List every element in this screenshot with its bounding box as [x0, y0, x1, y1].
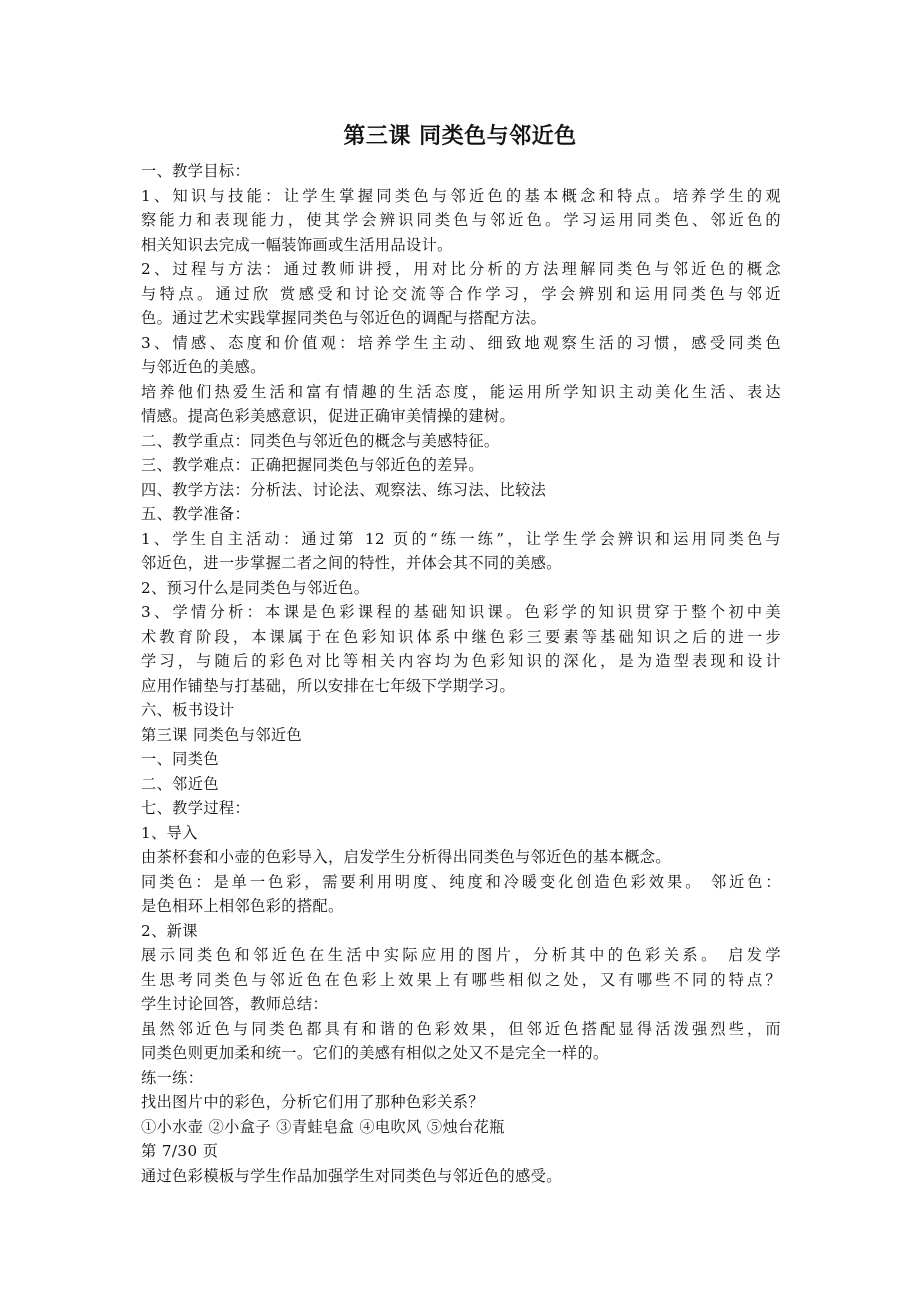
text-line: 练一练： [141, 1068, 204, 1087]
text-line: 相关知识去完成一幅装饰画或生活用品设计。 [141, 235, 453, 254]
text-line: 1、导入 [141, 823, 198, 842]
text-line: 学生讨论回答，教师总结： [141, 995, 329, 1013]
text-line: 二、教学重点：同类色与邻近色的概念与美感特征。 [141, 431, 500, 450]
text-line: 四、教学方法：分析法、讨论法、观察法、练习法、比较法 [141, 480, 547, 499]
text-line: 与邻近色的美感。 [141, 358, 266, 376]
text-line: 1、知识与技能：让学生掌握同类色与邻近色的基本概念和特点。培养学生的观 [141, 186, 781, 205]
text-line: 七、教学过程： [141, 799, 251, 817]
text-line: 邻近色，进一步掌握二者之间的特性，并体会其不同的美感。 [141, 554, 562, 572]
text-line: 情感。提高色彩美感意识，促进正确审美情操的建树。 [141, 407, 516, 425]
text-line: 色。通过艺术实践掌握同类色与邻近色的调配与搭配方法。 [141, 309, 547, 327]
lesson-body [141, 159, 781, 1188]
text-line: 找出图片中的彩色，分析它们用了那种色彩关系？ [141, 1093, 484, 1111]
text-line: 由茶杯套和小壶的色彩导入，启发学生分析得出同类色与邻近色的基本概念。 [141, 848, 671, 866]
text-line: 术教育阶段，本课属于在色彩知识体系中继色彩三要素等基础知识之后的进一步 [141, 627, 781, 646]
text-line: 3、情感、态度和价值观：培养学生主动、细致地观察生活的习惯，感受同类色 [141, 333, 781, 352]
text-line: 展示同类色和邻近色在生活中实际应用的图片，分析其中的色彩关系。 启发学 [141, 946, 781, 964]
text-line: 二、邻近色 [141, 774, 219, 793]
text-line: 察能力和表现能力，使其学会辨识同类色与邻近色。学习运用同类色、邻近色的 [141, 211, 781, 229]
text-line: 一、教学目标： [141, 162, 251, 180]
text-line: 是色相环上相邻色彩的搭配。 [141, 897, 344, 915]
text-line: 第 7/30 页 [141, 1142, 219, 1160]
text-line: 2、预习什么是同类色与邻近色。 [141, 578, 370, 597]
text-line: 2、过程与方法：通过教师讲授，用对比分析的方法理解同类色与邻近色的概念 [141, 260, 781, 278]
text-line: 虽然邻近色与同类色都具有和谐的色彩效果，但邻近色搭配显得活泼强烈些，而 [141, 1019, 781, 1038]
text-line: 应用作铺垫与打基础，所以安排在七年级下学期学习。 [141, 676, 516, 695]
text-line: 五、教学准备： [141, 505, 251, 523]
text-line: ①小水壶 ②小盒子 ③青蛙皂盒 ④电吹风 ⑤烛台花瓶 [141, 1117, 505, 1136]
text-line: 培养他们热爱生活和富有情趣的生活态度，能运用所学知识主动美化生活、表达 [141, 382, 781, 401]
text-line: 第三课 同类色与邻近色 [141, 725, 303, 744]
text-line: 六、板书设计 [141, 701, 235, 719]
text-line: 三、教学难点：正确把握同类色与邻近色的差异。 [141, 456, 484, 474]
text-line: 学习，与随后的彩色对比等相关内容均为色彩知识的深化，是为造型表现和设计 [141, 652, 781, 670]
text-line: 同类色：是单一色彩，需要利用明度、纯度和冷暖变化创造色彩效果。 邻近色： [141, 872, 781, 891]
text-line: 1、学生自主活动：通过第 12 页的“练一练”，让学生学会辨识和运用同类色与 [141, 529, 781, 548]
text-line: 一、同类色 [141, 750, 219, 768]
text-line: 2、新课 [141, 921, 198, 940]
lesson-title: 第三课 同类色与邻近色 [343, 124, 577, 149]
text-line: 同类色则更加柔和统一。它们的美感有相似之处又不是完全一样的。 [141, 1044, 609, 1062]
text-line: 与特点。通过欣 赏感受和讨论交流等合作学习，学会辨别和运用同类色与邻近 [141, 284, 781, 303]
text-line: 通过色彩模板与学生作品加强学生对同类色与邻近色的感受。 [141, 1166, 562, 1185]
text-line: 3、学情分析：本课是色彩课程的基础知识课。色彩学的知识贯穿于整个初中美 [141, 603, 781, 621]
text-line: 生思考同类色与邻近色在色彩上效果上有哪些相似之处，又有哪些不同的特点？ [141, 970, 781, 989]
